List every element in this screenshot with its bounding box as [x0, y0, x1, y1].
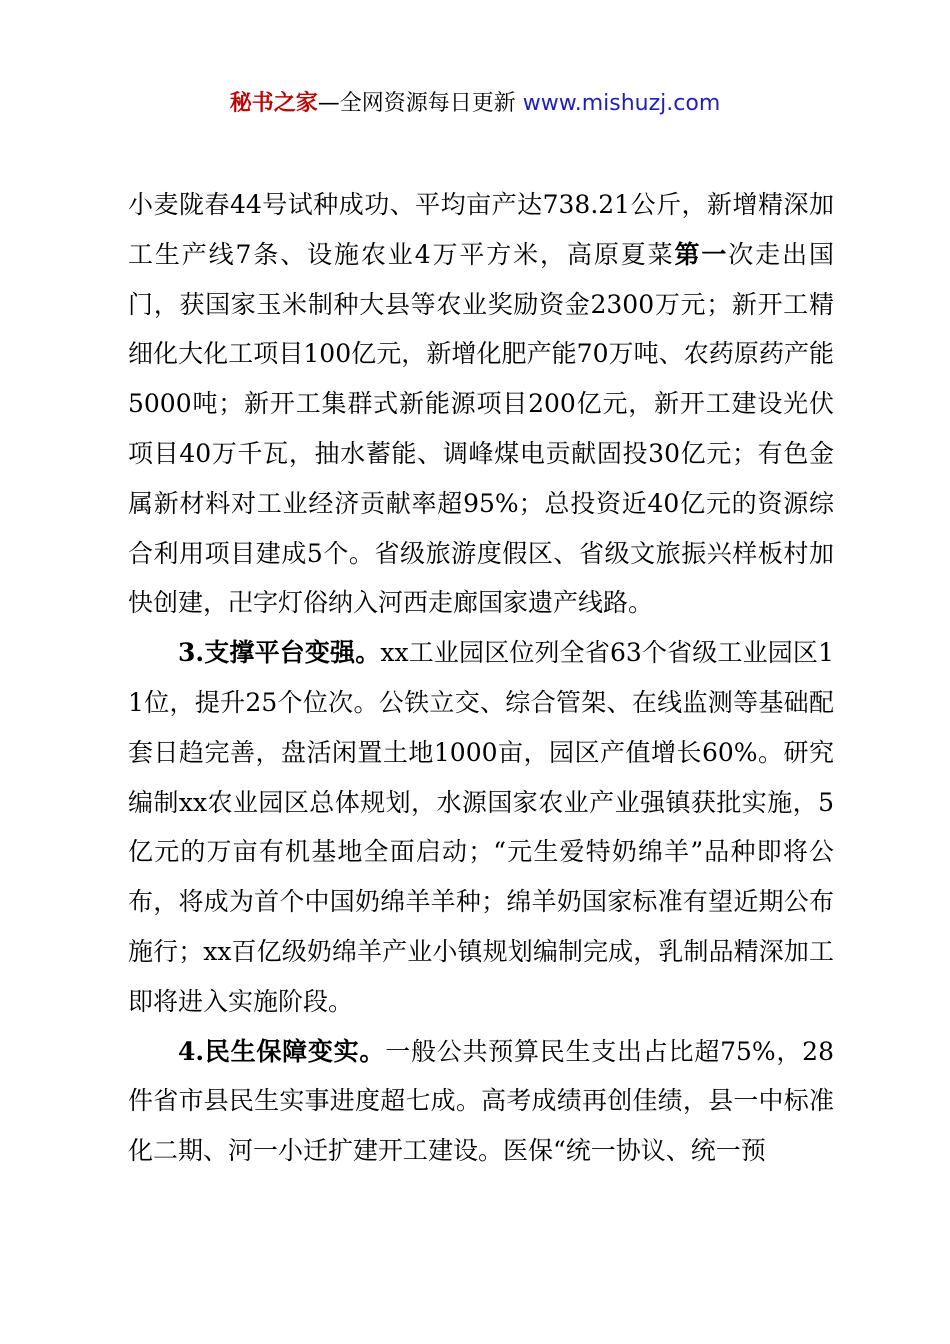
section-heading: 3.支撑平台变强。 — [178, 638, 381, 668]
emphasis-text: 第一 — [674, 239, 729, 269]
section-heading: 4.民生保障变实。 — [178, 1036, 386, 1066]
page-header — [0, 86, 950, 122]
paragraph-text: xx工业园区位列全省63个省级工业园区11位，提升25个位次。公铁立交、综合管架、在线监测等基础配套日趋完善，盘活闲置土地1000亩，园区产值增长60%。研究编制xx农业园区总体规划，水源国家农业产业强镇获批实施，5亿元的万亩有机基地全面启动；“元生爱特奶绵羊”品种即将公布，将成为首个中国奶绵羊羊种；绵羊奶国家标准有望近期公布施行；xx百亿级奶绵羊产业小镇规划编制完成，乳制品精深加工即将进入实施阶段。 — [128, 638, 834, 1016]
header-brand: 秘书之家 — [229, 91, 318, 116]
paragraph-livelihood — [128, 1027, 834, 1176]
header-tagline: —全网资源每日更新 — [317, 91, 523, 116]
paragraph-agriculture-industry — [128, 180, 834, 628]
header-site-link[interactable]: www.mishuzj.com — [522, 91, 721, 116]
paragraph-text: 次走出国门，获国家玉米制种大县等农业奖励资金2300万元；新开工精细化大化工项目100亿元，新增化肥产能70万吨、农药原药产能5000吨；新开工集群式新能源项目200亿元，新开工建设光伏项目40万千瓦，抽水蓄能、调峰煤电贡献固投30亿元；有色金属新材料对工业经济贡献率超95%；总投资近40亿元的资源综合利用项目建成5个。省级旅游度假区、省级文旅振兴样板村加快创建，卍字灯俗纳入河西走廊国家遗产线路。 — [128, 239, 834, 618]
paragraph-support-platform — [128, 628, 834, 1026]
paragraph-text: 一般公共预算民生支出占比超75%，28件省市县民生实事进度超七成。高考成绩再创佳绩，县一中标准化二期、河一小迁扩建开工建设。医保“统一协议、统一预 — [128, 1036, 834, 1166]
document-body — [128, 180, 834, 1176]
paragraph-text: 小麦陇春44号试种成功、平均亩产达738.21公斤，新增精深加工生产线7条、设施农业4万平方米，高原夏菜 — [128, 190, 834, 269]
